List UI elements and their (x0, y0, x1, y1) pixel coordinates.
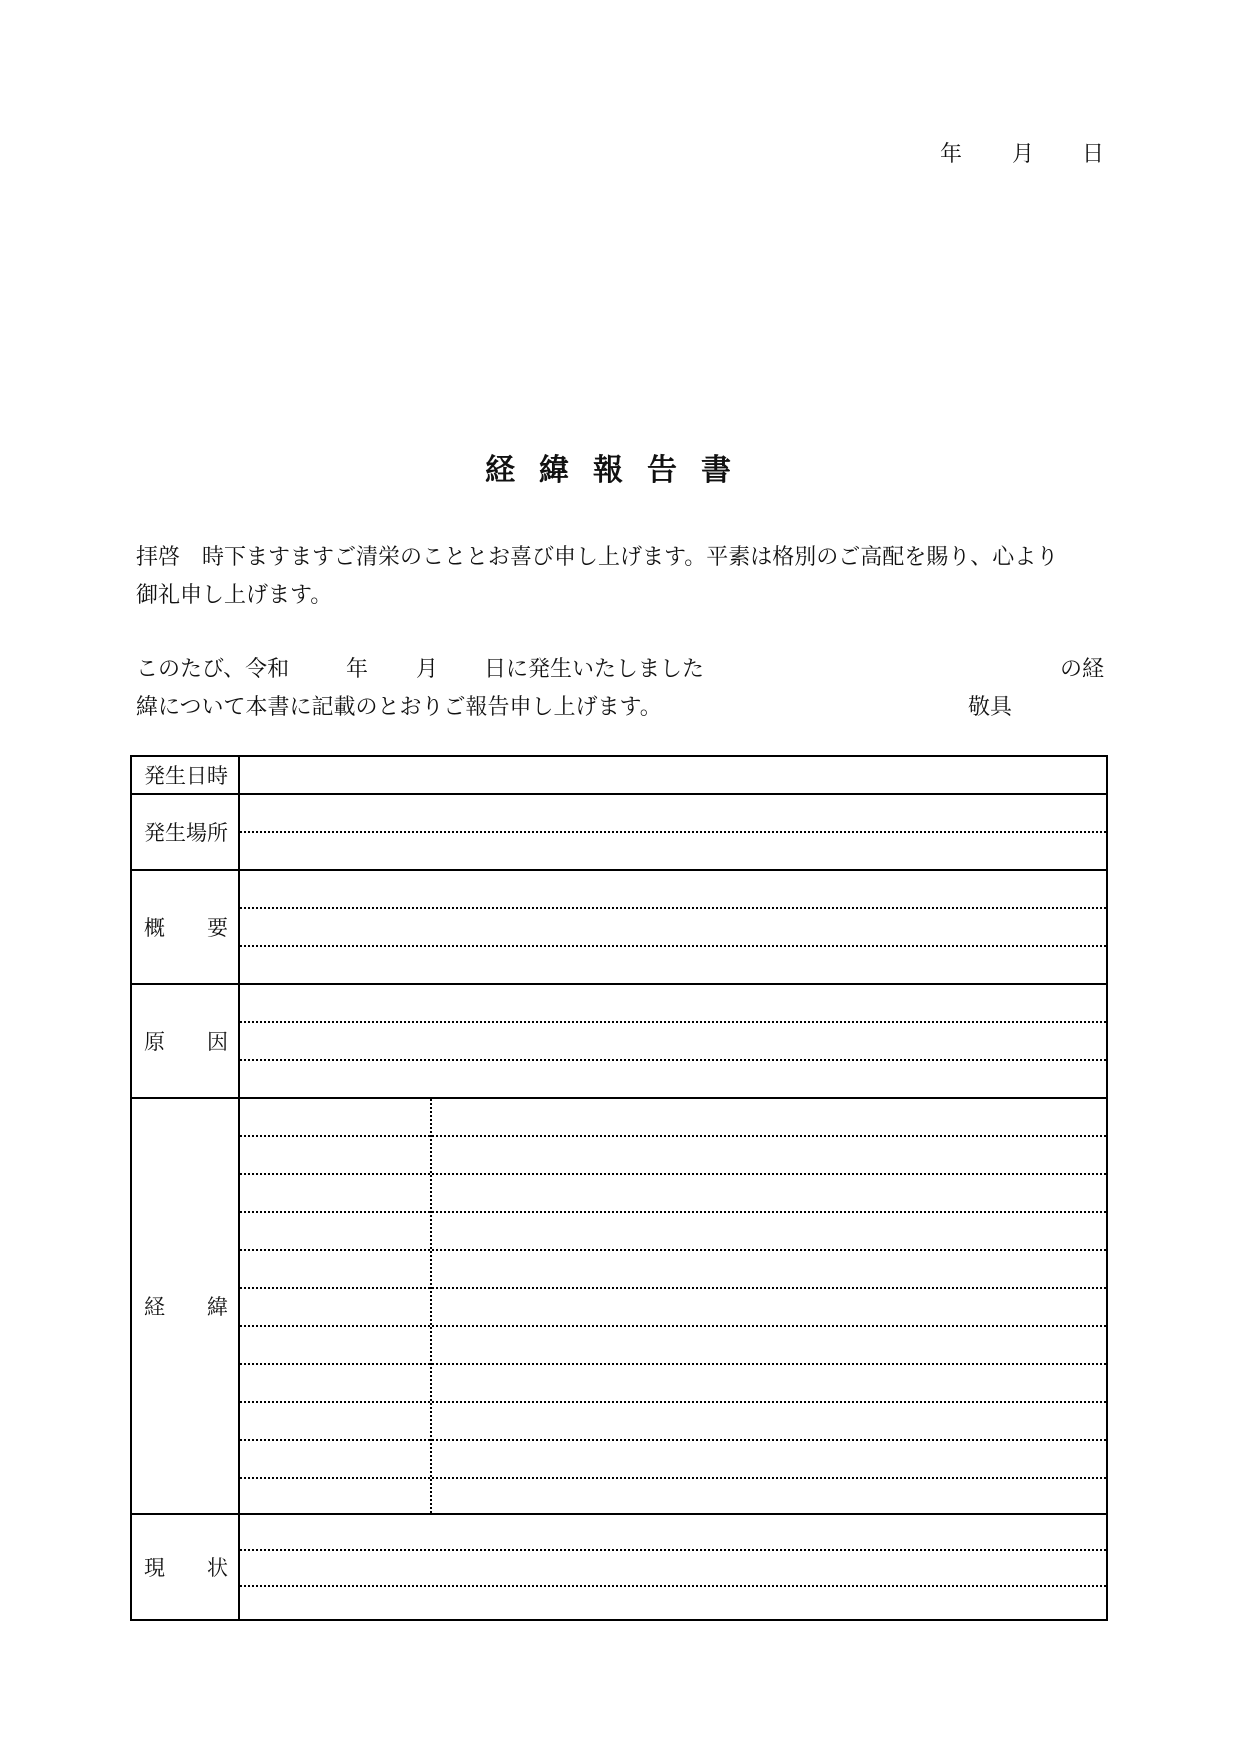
dotted-rule (240, 1135, 1106, 1137)
document-title: 経緯報告書 (485, 453, 755, 488)
current-status-field[interactable] (240, 1515, 1106, 1619)
body-line-1-prefix: このたび、令和 (136, 657, 290, 682)
label-status-char-1: 現 (144, 1556, 165, 1580)
label-cause-char-1: 原 (144, 1030, 165, 1054)
greeting-line-2: 御礼申し上げます。 (136, 583, 333, 608)
row-label-cell (132, 871, 240, 983)
dotted-rule (240, 831, 1106, 833)
row-history (132, 1099, 1106, 1515)
date-line (940, 137, 1110, 167)
label-summary (144, 912, 228, 942)
label-history-char-1: 経 (144, 1295, 165, 1319)
dotted-rule (240, 1549, 1106, 1551)
label-summary-char-2: 要 (207, 916, 228, 940)
date-year-label: 年 (940, 142, 963, 167)
dotted-rule (240, 1363, 1106, 1365)
label-status-char-2: 状 (207, 1556, 228, 1580)
cause-field[interactable] (240, 985, 1106, 1097)
body-year-label: 年 (346, 657, 369, 682)
dotted-rule (240, 907, 1106, 909)
closing-keigu: 敬具 (968, 695, 1013, 720)
body-month-label: 月 (416, 657, 439, 682)
history-field[interactable] (240, 1099, 1106, 1513)
label-summary-char-1: 概 (144, 916, 165, 940)
row-summary (132, 871, 1106, 985)
row-label-cell (132, 795, 240, 869)
label-cause-char-2: 因 (207, 1030, 228, 1054)
body-day-text: 日に発生いたしました (484, 657, 705, 682)
dotted-rule (240, 1287, 1106, 1289)
row-occurrence-datetime (132, 757, 1106, 795)
dotted-rule (240, 945, 1106, 947)
date-day-label: 日 (1082, 142, 1105, 167)
row-label-cell (132, 757, 240, 793)
dotted-rule (240, 1211, 1106, 1213)
dotted-rule (240, 1021, 1106, 1023)
dotted-rule (240, 1477, 1106, 1479)
dotted-rule (240, 1173, 1106, 1175)
report-table (130, 755, 1108, 1621)
label-history (144, 1291, 228, 1321)
row-occurrence-place (132, 795, 1106, 871)
row-cause (132, 985, 1106, 1099)
label-occurrence-place: 発生場所 (144, 821, 228, 845)
label-occurrence-datetime: 発生日時 (144, 764, 228, 788)
label-current-status (144, 1552, 228, 1582)
label-cause (144, 1026, 228, 1056)
label-history-char-2: 緯 (207, 1295, 228, 1319)
dotted-rule (240, 1059, 1106, 1061)
time-column-divider (430, 1099, 432, 1513)
body-line-1-suffix: の経 (1060, 657, 1105, 682)
dotted-rule (240, 1585, 1106, 1587)
row-label-cell (132, 1099, 240, 1513)
body-line-2: 緯について本書に記載のとおりご報告申し上げます。 (136, 695, 662, 720)
dotted-rule (240, 1249, 1106, 1251)
dotted-rule (240, 1325, 1106, 1327)
date-month-label: 月 (1012, 142, 1035, 167)
row-label-cell (132, 1515, 240, 1619)
summary-field[interactable] (240, 871, 1106, 983)
occurrence-datetime-field[interactable] (240, 757, 1106, 793)
row-current-status (132, 1515, 1106, 1619)
dotted-rule (240, 1401, 1106, 1403)
greeting-line-1: 拝啓 時下ますますご清栄のこととお喜び申し上げます。平素は格別のご高配を賜り、心より (136, 545, 1059, 570)
occurrence-place-field[interactable] (240, 795, 1106, 869)
dotted-rule (240, 1439, 1106, 1441)
row-label-cell (132, 985, 240, 1097)
